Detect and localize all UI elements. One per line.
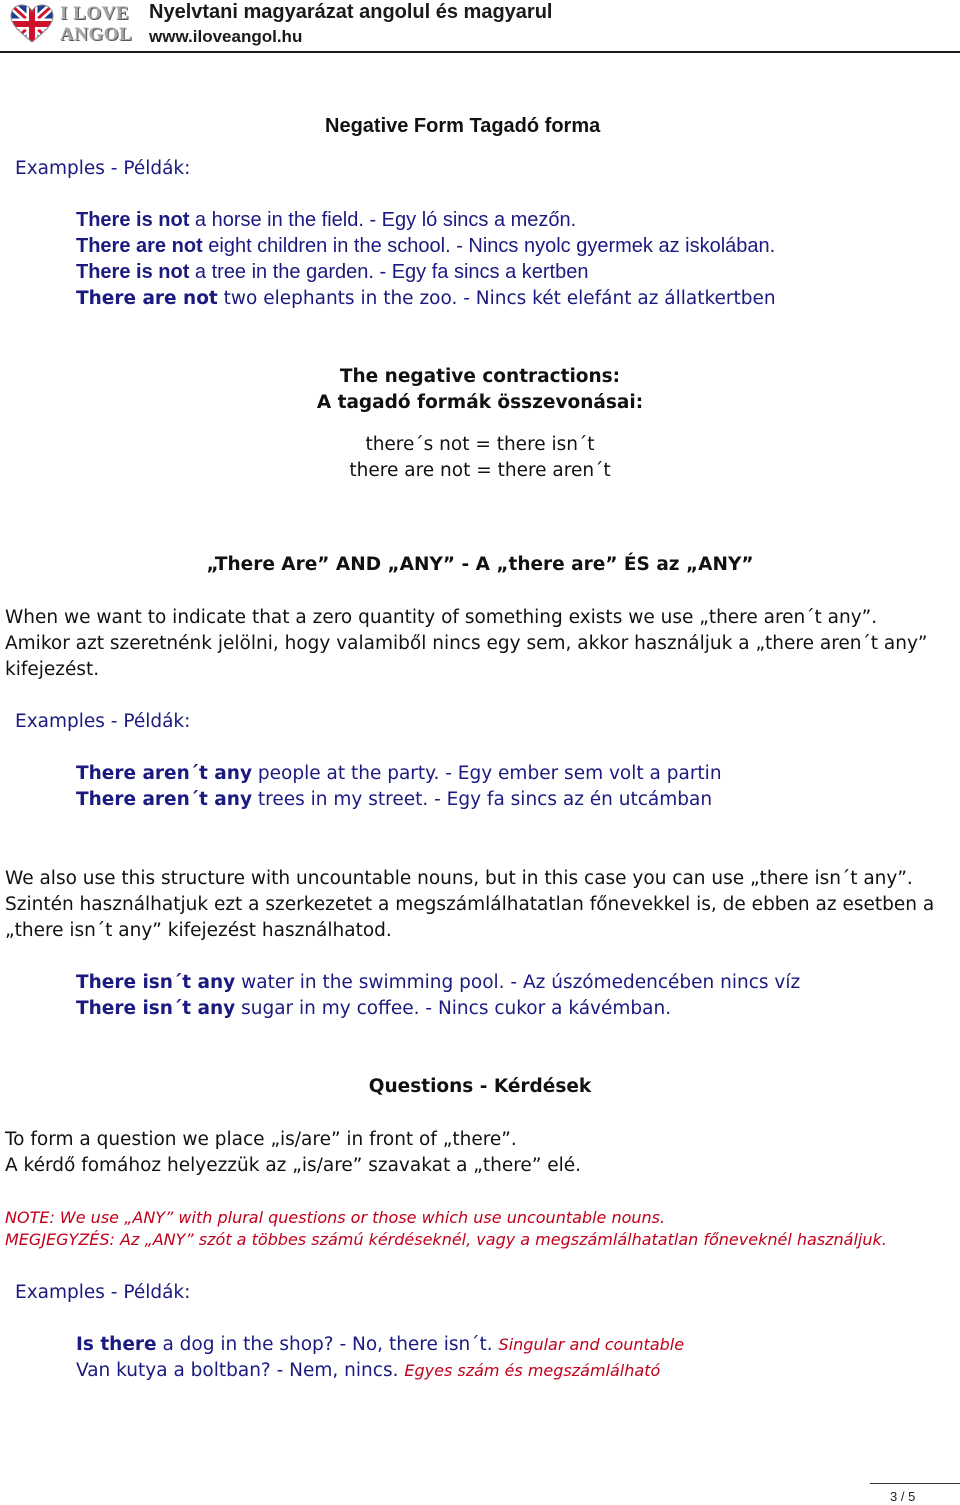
example-line: There isn´t any sugar in my coffee. - Nincs cukor a kávémban. xyxy=(76,998,672,1019)
contractions-title-en: The negative contractions: xyxy=(339,366,621,387)
examples-label: Examples - Példák: xyxy=(15,711,191,732)
questions-para-hu: A kérdő fomához helyezzük az „is/are” szavakat a „there” elé. xyxy=(5,1155,582,1176)
any-para-hu-cont: kifejezést. xyxy=(5,659,100,680)
header-divider xyxy=(0,51,960,53)
example-line: There is not a horse in the field. - Egy ló sincs a mezőn. xyxy=(76,209,577,231)
example-line: There isn´t any water in the swimming pool. - Az úszómedencében nincs víz xyxy=(76,972,801,993)
questions-title: Questions - Kérdések xyxy=(368,1076,592,1097)
negative-form-title: Negative Form Tagadó forma xyxy=(325,115,601,137)
inline-note: Egyes szám és megszámlálható xyxy=(404,1361,661,1380)
note-hu: MEGJEGYZÉS: Az „ANY” szót a többes számú kérdéseknél, vagy a megszámlálhatatlan főneveknél használjuk. xyxy=(5,1230,887,1249)
footer-divider xyxy=(870,1483,960,1484)
any-section-title: „There Are” AND „ANY” - A „there are” ÉS az „ANY” xyxy=(206,554,754,575)
example-line: There are not two elephants in the zoo. - Nincs két elefánt az állatkertben xyxy=(76,288,776,309)
note-en: NOTE: We use „ANY” with plural questions or those which use uncountable nouns. xyxy=(5,1208,666,1227)
example-line: Van kutya a boltban? - Nem, nincs. Egyes szám és megszámlálható xyxy=(76,1360,661,1381)
any-para-hu: Amikor azt szeretnénk jelölni, hogy valamiből nincs egy sem, akkor használjuk a „there aren´t any” xyxy=(5,633,928,654)
examples-label: Examples - Példák: xyxy=(15,1282,191,1303)
logo-text-line1: I LOVE xyxy=(60,3,129,24)
site-logo xyxy=(0,0,140,50)
example-line: Is there a dog in the shop? - No, there isn´t. Singular and countable xyxy=(76,1334,685,1355)
contractions-title-hu: A tagadó formák összevonásai: xyxy=(316,392,644,413)
logo-text-line2: ANGOL xyxy=(60,24,133,45)
header-url[interactable]: www.iloveangol.hu xyxy=(149,27,303,46)
uk-flag-heart-icon xyxy=(10,4,54,44)
questions-para-en: To form a question we place „is/are” in front of „there”. xyxy=(5,1129,517,1150)
example-line: There aren´t any trees in my street. - Egy fa sincs az én utcámban xyxy=(76,789,713,810)
header-title: Nyelvtani magyarázat angolul és magyarul xyxy=(149,1,553,23)
example-line: There is not a tree in the garden. - Egy fa sincs a kertben xyxy=(76,261,589,283)
uncountable-para-hu: Szintén használhatjuk ezt a szerkezetet a megszámlálhatatlan főnevekkel is, de ebben az esetben a xyxy=(5,894,935,915)
any-para-en: When we want to indicate that a zero quantity of something exists we use „there aren´t any”. xyxy=(5,607,878,628)
examples-label: Examples - Példák: xyxy=(15,158,191,179)
uncountable-para-en: We also use this structure with uncountable nouns, but in this case you can use „there isn´t any”. xyxy=(5,868,913,889)
contraction-line: there´s not = there isn´t xyxy=(365,434,595,455)
page-number: 3 / 5 xyxy=(890,1489,916,1504)
uncountable-para-hu-cont: „there isn´t any” kifejezést használhatod. xyxy=(5,920,392,941)
contraction-line: there are not = there aren´t xyxy=(349,460,611,481)
example-line: There are not eight children in the school. - Nincs nyolc gyermek az iskolában. xyxy=(76,235,776,257)
inline-note: Singular and countable xyxy=(498,1335,685,1354)
example-line: There aren´t any people at the party. - Egy ember sem volt a partin xyxy=(76,763,722,784)
